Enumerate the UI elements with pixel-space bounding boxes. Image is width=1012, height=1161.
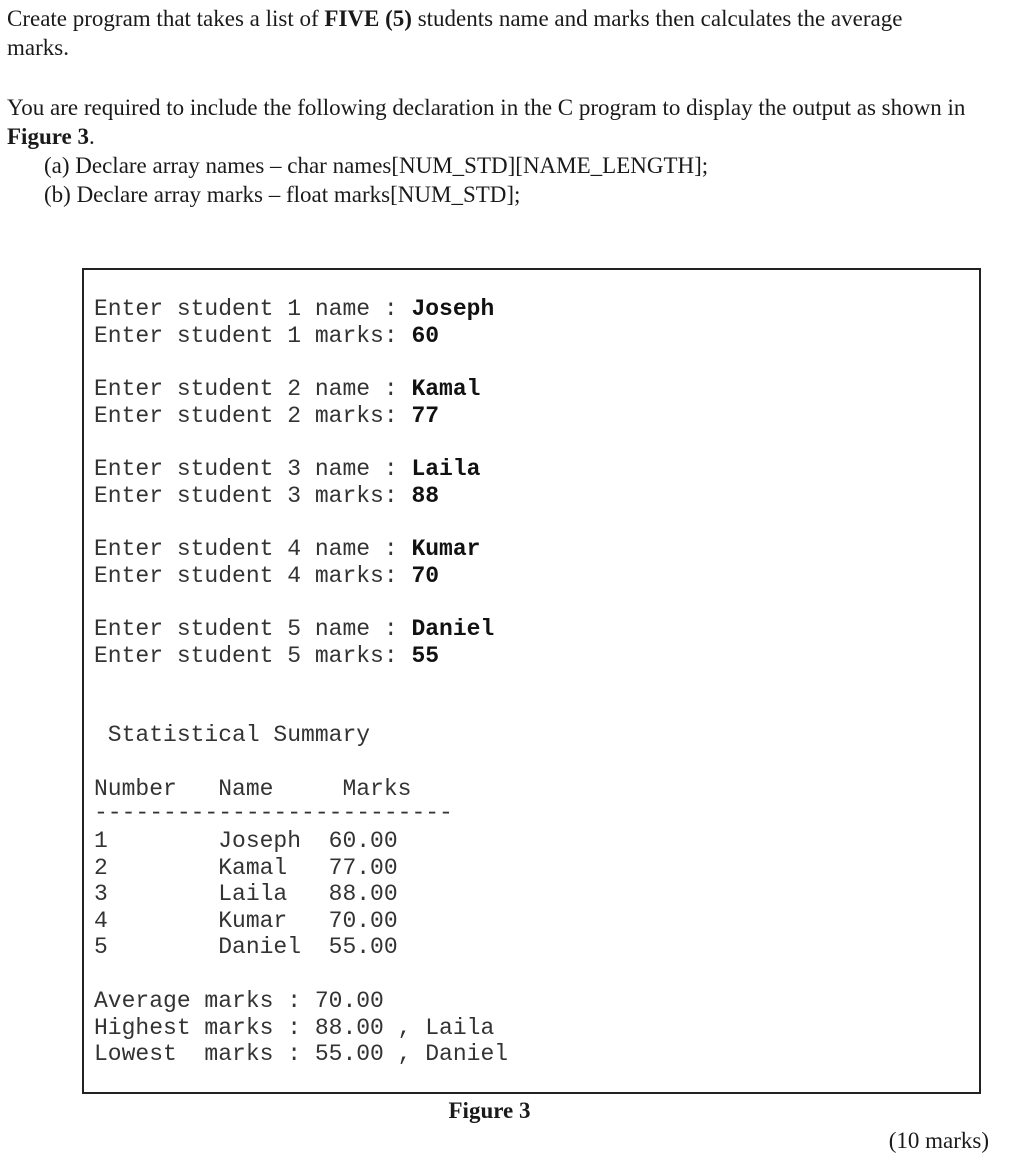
table-row: 4 Kumar 70.00 [94, 907, 398, 934]
table-row: 5 Daniel 55.00 [94, 934, 398, 960]
prompt: Enter student 4 marks: [94, 562, 412, 589]
prompt: Enter student 3 marks: [94, 482, 412, 509]
table-row: 3 Laila 88.00 [94, 881, 398, 907]
user-input: 60 [411, 322, 440, 349]
instruction-text: . [88, 124, 95, 149]
prompt: Enter student 1 marks: [94, 322, 412, 349]
requirement-a: (a) Declare array names – char names[NUM_STD][NAME_LENGTH]; [44, 153, 709, 178]
prompt: Enter student 5 marks: [94, 642, 412, 669]
input-block-4 [94, 536, 480, 589]
prompt: Enter student 2 name : [94, 376, 412, 402]
prompt: Enter student 3 name : [94, 456, 412, 482]
requirement-b: (b) Declare array marks – float marks[NUM_STD]; [44, 182, 521, 207]
input-block-3 [94, 456, 480, 509]
input-block-5 [94, 616, 494, 669]
question-instructions [7, 93, 967, 151]
user-input: 55 [411, 642, 440, 669]
user-input: 77 [411, 402, 440, 429]
user-input: Laila [411, 456, 481, 482]
summary-table [94, 828, 398, 961]
prompt: Enter student 1 name : [94, 296, 412, 322]
highest-line: Highest marks : 88.00 , Laila [94, 1014, 495, 1041]
prompt: Enter student 4 name : [94, 536, 412, 562]
question-text: students name and marks then calculates the average marks. [7, 6, 903, 60]
average-line: Average marks : 70.00 [94, 988, 384, 1014]
input-block-1 [94, 296, 494, 349]
figure-reference: Figure 3 [7, 124, 89, 149]
input-block-2 [94, 376, 480, 429]
statistics-block [94, 988, 508, 1068]
prompt: Enter student 5 name : [94, 616, 412, 642]
question-intro [7, 4, 967, 62]
table-header: Number Name Marks [94, 776, 412, 802]
prompt: Enter student 2 marks: [94, 402, 412, 429]
figure-caption: Figure 3 [448, 1098, 531, 1123]
console-output-figure [82, 268, 981, 1094]
instruction-text: You are required to include the following declaration in the C program to display the output as shown in [7, 95, 966, 120]
lowest-line: Lowest marks : 55.00 , Daniel [94, 1041, 509, 1067]
user-input: Kamal [411, 376, 481, 402]
user-input: Joseph [411, 296, 495, 322]
table-row: 2 Kamal 77.00 [94, 854, 398, 881]
table-row: 1 Joseph 60.00 [94, 828, 398, 854]
user-input: Daniel [411, 616, 495, 642]
question-text: Create program that takes a list of [7, 6, 325, 31]
user-input: 70 [411, 562, 440, 589]
user-input: 88 [411, 482, 440, 509]
summary-title: Statistical Summary [94, 722, 371, 748]
marks-label: (10 marks) [888, 1128, 989, 1153]
question-emphasis: FIVE (5) [324, 6, 412, 31]
user-input: Kumar [411, 536, 481, 562]
table-separator: -------------------------- [94, 800, 453, 826]
